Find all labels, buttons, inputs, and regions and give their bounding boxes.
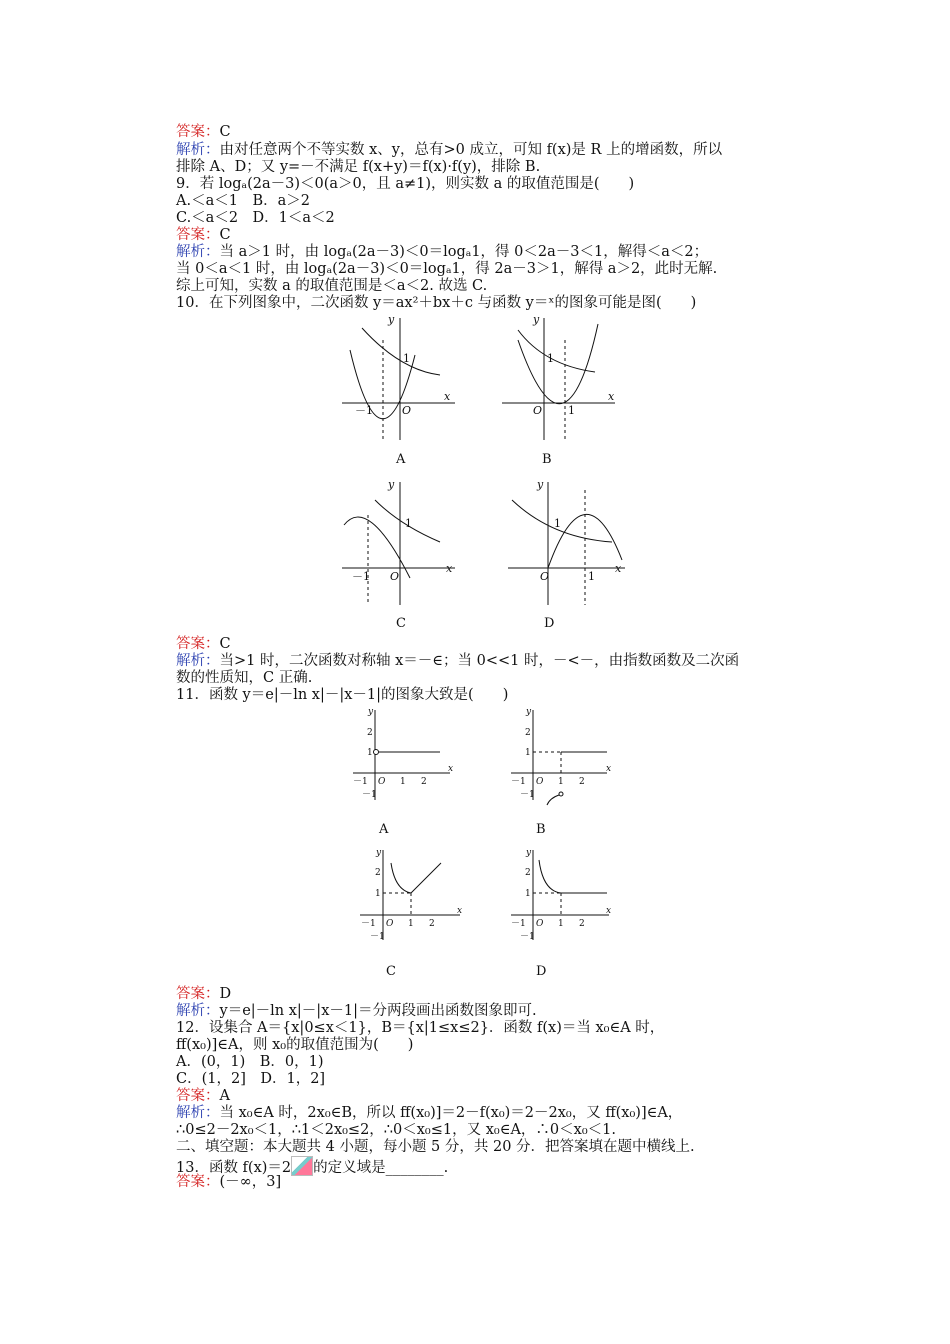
- answer-value: C: [219, 636, 231, 652]
- exponential-curve: [518, 330, 595, 372]
- question-text: 的定义域是________.: [313, 1160, 449, 1176]
- analysis-line: [176, 244, 816, 261]
- tick-label: 2: [429, 919, 435, 929]
- tick-label: 2: [367, 728, 373, 738]
- tick-one: 1: [403, 352, 410, 365]
- origin-label: O: [536, 777, 544, 787]
- analysis-text: 当>1 时，二次函数对称轴 x＝－∈；当 0<<1 时，－<－，由指数函数及二次函: [219, 653, 740, 669]
- option-line: C.＜a＜2 D．1＜a＜2: [176, 210, 335, 226]
- option-line: A．(0，1) B．0，1): [176, 1054, 324, 1070]
- tick-label: 1: [558, 777, 564, 787]
- answer-value: A: [219, 1088, 230, 1104]
- text-line: 当 0＜a＜1 时，由 logₐ(2a－3)＜0＝logₐ1，得 2a－3＞1，解得 a＞2，此时无解.: [176, 261, 718, 277]
- axis-y-label: y: [526, 848, 532, 858]
- text-line: 排除 A、D；又 y=－不满足 f(x+y)＝f(x)·f(y)，排除 B.: [176, 159, 541, 175]
- answer-line: [176, 227, 816, 244]
- axis-x-label: x: [446, 562, 453, 575]
- tick-label: 1: [400, 777, 406, 787]
- tick-label: －1: [362, 790, 377, 800]
- axis-x-label: x: [444, 390, 451, 403]
- axis-y-label: y: [368, 707, 374, 717]
- tick-label: －1: [370, 932, 385, 942]
- figure-label-c: C: [396, 616, 406, 631]
- answer-value: C: [219, 227, 231, 243]
- text-line: ∴0≤2－2x₀＜1，∴1＜2x₀≤2，∴0＜x₀≤1，又 x₀∈A，∴0＜x₀＜1.: [176, 1122, 616, 1138]
- tick-minus-one: －1: [352, 570, 370, 583]
- axis-x-label: x: [448, 764, 454, 774]
- tick-label: 2: [375, 868, 381, 878]
- tick-label: －1: [511, 777, 526, 787]
- origin-label: O: [540, 570, 550, 583]
- tick-one: 1: [588, 570, 595, 583]
- origin-label: O: [536, 919, 544, 929]
- tick-label: 1: [408, 919, 414, 929]
- tick-label: 1: [525, 889, 531, 899]
- figure-label-d: D: [544, 616, 555, 631]
- axis-y-label: y: [376, 848, 382, 858]
- analysis-label: 解析：: [176, 142, 220, 158]
- question-10: 10．在下列图象中，二次函数 y＝ax²＋bx＋c 与函数 y＝ˣ的图象可能是图( ): [176, 295, 697, 311]
- answer-line: [176, 636, 816, 653]
- answer-label: 答案：: [176, 986, 220, 1002]
- answer-line: [176, 124, 816, 141]
- analysis-label: 解析：: [176, 653, 220, 669]
- figure-label-b: B: [542, 452, 552, 467]
- text-line: 综上可知，实数 a 的取值范围是＜a＜2. 故选 C.: [176, 278, 488, 294]
- text-line: 数的性质知，C 正确.: [176, 670, 313, 686]
- analysis-label: 解析：: [176, 244, 220, 260]
- axis-y-label: y: [388, 313, 395, 326]
- axis-x-label: x: [606, 906, 612, 916]
- tick-label: －1: [511, 919, 526, 929]
- axis-x-label: x: [606, 764, 612, 774]
- figure-label-d: D: [536, 964, 547, 979]
- tick-label: －1: [353, 777, 368, 787]
- tick-label: －1: [520, 932, 535, 942]
- axis-y-label: y: [388, 478, 395, 491]
- analysis-text: 由对任意两个不等实数 x、y，总有>0 成立，可知 f(x)是 R 上的增函数，所以: [219, 142, 723, 158]
- answer-label: 答案：: [176, 636, 220, 652]
- tick-label: 1: [558, 919, 564, 929]
- answer-label: 答案：: [176, 1174, 220, 1190]
- tick-label: 2: [525, 868, 531, 878]
- figure-label-a: A: [396, 452, 406, 467]
- tick-one: 1: [547, 352, 554, 365]
- axis-y-label: y: [533, 313, 540, 326]
- answer-line: [176, 1088, 816, 1105]
- analysis-line: [176, 142, 816, 159]
- answer-label: 答案：: [176, 1088, 220, 1104]
- analysis-text: 当 a＞1 时，由 logₐ(2a－3)＜0＝logₐ1，得 0＜2a－3＜1，解得＜a＜2；: [219, 244, 709, 260]
- option-line: A.＜a＜1 B．a＞2: [176, 193, 310, 209]
- analysis-label: 解析：: [176, 1105, 220, 1121]
- graph-curve: [547, 795, 559, 805]
- tick-label: －1: [361, 919, 376, 929]
- analysis-text: y＝e|－ln x|－|x－1|＝分两段画出函数图象即可.: [219, 1003, 537, 1019]
- answer-value: C: [219, 124, 231, 140]
- answer-line: [176, 1174, 816, 1191]
- question-text: 13．函数 f(x)＝2: [176, 1160, 292, 1176]
- figure-label-b: B: [536, 822, 546, 837]
- answer-line: [176, 986, 816, 1003]
- origin-label: O: [402, 404, 412, 417]
- tick-label: －1: [520, 790, 535, 800]
- option-line: C．(1，2] D．1，2]: [176, 1071, 326, 1087]
- analysis-line: [176, 1003, 816, 1020]
- analysis-line: [176, 1105, 816, 1122]
- analysis-text: 当 x₀∈A 时，2x₀∈B，所以 ff(x₀)]＝2－f(x₀)＝2－2x₀，又 ff(x₀)]∈A，: [219, 1105, 683, 1121]
- graph-line: [411, 863, 441, 893]
- origin-label: O: [390, 570, 400, 583]
- axis-x-label: x: [615, 562, 622, 575]
- figure-label-a: A: [379, 822, 389, 837]
- question-9: 9．若 logₐ(2a－3)＜0(a＞0，且 a≠1)，则实数 a 的取值范围是( ): [176, 176, 635, 192]
- graph-curve: [391, 863, 411, 893]
- question-12: 12．设集合 A＝{x|0≤x＜1}，B＝{x|1≤x≤2}．函数 f(x)＝当 x₀∈A 时，: [176, 1020, 665, 1036]
- axis-y-label: y: [537, 478, 544, 491]
- answer-value: (－∞，3]: [219, 1174, 282, 1190]
- origin-label: O: [386, 919, 394, 929]
- q11-figures: [345, 705, 625, 990]
- tick-label: 1: [367, 748, 373, 758]
- answer-value: D: [219, 986, 232, 1002]
- axis-x-label: x: [608, 390, 615, 403]
- tick-one: 1: [554, 517, 561, 530]
- origin-label: O: [378, 777, 386, 787]
- exponential-curve: [362, 328, 440, 375]
- origin-label: O: [533, 404, 543, 417]
- open-point: [374, 750, 379, 755]
- figure-label-c: C: [386, 964, 396, 979]
- analysis-line: [176, 653, 816, 670]
- tick-label: 1: [375, 889, 381, 899]
- answer-label: 答案：: [176, 124, 220, 140]
- formula-image-icon: [291, 1156, 313, 1176]
- axis-y-label: y: [526, 707, 532, 717]
- tick-label: 1: [525, 748, 531, 758]
- tick-label: 2: [525, 728, 531, 738]
- tick-label: 2: [579, 777, 585, 787]
- tick-label: 2: [421, 777, 427, 787]
- parabola-curve: [518, 324, 598, 404]
- text-line: ff(x₀)]∈A，则 x₀的取值范围为( ): [176, 1037, 414, 1053]
- analysis-label: 解析：: [176, 1003, 220, 1019]
- tick-one: 1: [568, 404, 575, 417]
- q10-figures: [330, 310, 660, 640]
- graph-curve: [539, 860, 561, 893]
- tick-minus-one: －1: [355, 404, 373, 417]
- tick-one: 1: [405, 517, 412, 530]
- axis-x-label: x: [457, 906, 463, 916]
- answer-label: 答案：: [176, 227, 220, 243]
- question-11: 11．函数 y＝e|－ln x|－|x－1|的图象大致是( ): [176, 687, 509, 703]
- section-heading: 二、填空题：本大题共 4 小题，每小题 5 分，共 20 分．把答案填在题中横线上.: [176, 1139, 695, 1155]
- open-point: [559, 792, 563, 796]
- tick-label: 2: [579, 919, 585, 929]
